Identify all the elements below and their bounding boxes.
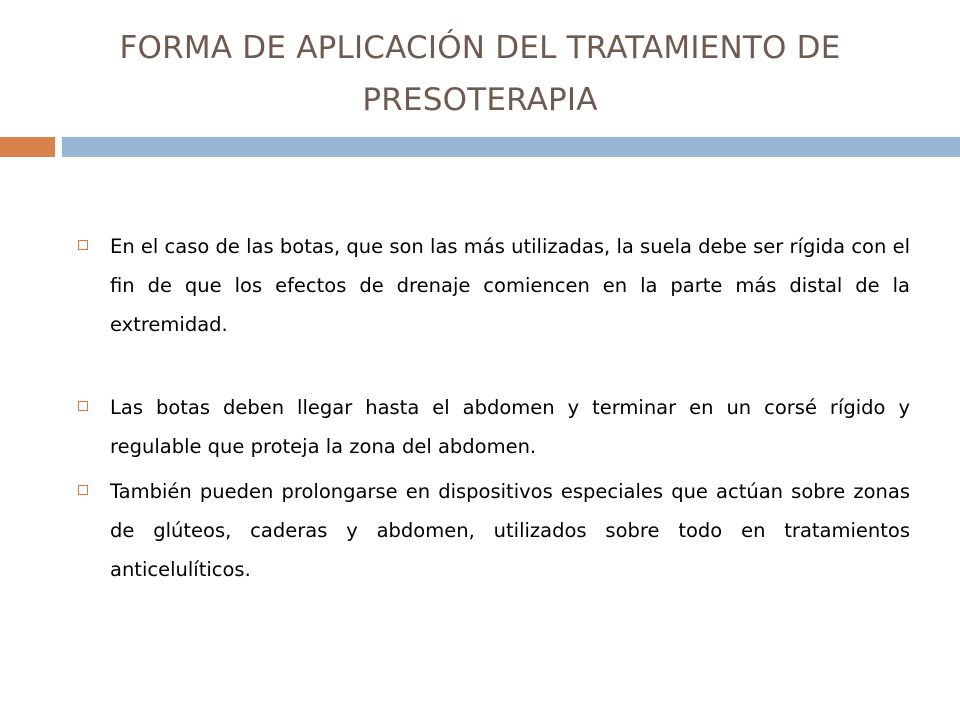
- slide-title: [60, 22, 900, 126]
- bullet-text: Las botas deben llegar hasta el abdomen y terminar en un corsé rígido y regulable que proteja la zona del abdomen.: [110, 396, 910, 458]
- bullet-list: [78, 227, 910, 589]
- slide-title-line-2: PRESOTERAPIA: [362, 82, 598, 118]
- hollow-square-icon: [78, 240, 88, 250]
- bullet-item: [78, 472, 910, 589]
- bullet-text: En el caso de las botas, que son las más utilizadas, la suela debe ser rígida con el fin de que los efectos de drenaje comiencen en la parte más distal de la extremidad.: [110, 235, 910, 336]
- bullet-item: [78, 388, 910, 466]
- accent-bar-blue: [62, 137, 960, 157]
- slide-title-line-1: FORMA DE APLICACIÓN DEL TRATAMIENTO DE: [119, 30, 841, 66]
- accent-bar-orange: [0, 137, 55, 157]
- bullet-item: [78, 227, 910, 344]
- bullet-text: También pueden prolongarse en dispositivos especiales que actúan sobre zonas de glúteos, caderas y abdomen, utilizados sobre todo en tratamientos anticelulíticos.: [110, 480, 910, 581]
- hollow-square-icon: [78, 401, 88, 411]
- hollow-square-icon: [78, 485, 88, 495]
